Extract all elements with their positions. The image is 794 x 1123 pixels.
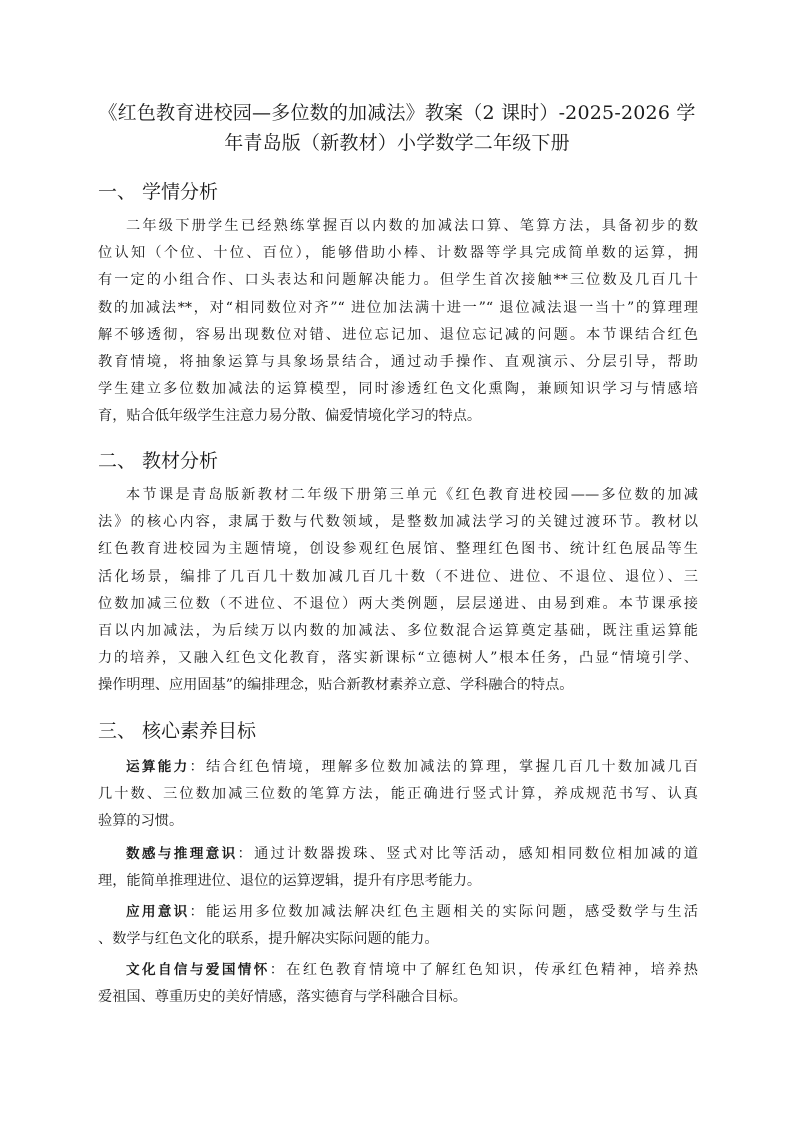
paragraph-line: 活化场景，编排了几百几十数加减几百几十数（不进位、进位、不退位、退位）、三 xyxy=(98,568,698,585)
paragraph-line: 位数加减三位数（不进位、不退位）两大类例题，层层递进、由易到难。本节课承接 xyxy=(98,595,698,612)
paragraph-line: 本节课是青岛版新教材二年级下册第三单元《红色教育进校园——多位数的加减 xyxy=(126,487,698,503)
goal-term: 应用意识 xyxy=(126,904,190,920)
paragraph-line: 应用意识：能运用多位数加减法解决红色主题相关的实际问题，感受数学与生活 xyxy=(126,904,698,920)
paragraph-line: 文化自信与爱国情怀：在红色教育情境中了解红色知识，传承红色精神，培养热 xyxy=(126,962,698,978)
paragraph-line: 验算的习惯。 xyxy=(98,813,184,830)
goal-number-sense-reasoning xyxy=(98,841,698,895)
goal-cultural-confidence xyxy=(98,957,698,1011)
paragraph-line: 二年级下册学生已经熟练掌握百以内数的加减法口算、笔算方法，具备初步的数 xyxy=(126,218,698,234)
paragraph-line: 有一定的小组合作、口头表达和问题解决能力。但学生首次接触**三位数及几百几十 xyxy=(98,272,698,289)
paragraph-line: 理，能简单推理进位、退位的运算逻辑，提升有序思考能力。 xyxy=(98,873,482,890)
paragraph-line: 教育情境，将抽象运算与具象场景结合，通过动手操作、直观演示、分层引导，帮助 xyxy=(98,353,698,370)
learning-analysis-paragraph xyxy=(98,213,698,431)
title-line-2: 年青岛版（新教材）小学数学二年级下册 xyxy=(224,132,570,154)
paragraph-line: 爱祖国、尊重历史的美好情感，落实德育与学科融合目标。 xyxy=(98,989,467,1006)
paragraph-line: 几十数、三位数加减三位数的笔算方法，能正确进行竖式计算，养成规范书写、认真 xyxy=(98,786,698,803)
title-line-1: 《红色教育进校园—多位数的加减法》教案（2 课时）-2025-2026 学 xyxy=(98,102,696,124)
paragraph-line: 位认知（个位、十位、百位），能够借助小棒、计数器等学具完成简单数的运算，拥 xyxy=(98,245,698,262)
paragraph-line: 百以内加减法，为后续万以内数的加减法、多位数混合运算奠定基础，既注重运算能 xyxy=(98,622,698,639)
section-heading-textbook-analysis: 二、 教材分析 xyxy=(98,450,219,472)
goal-computation-ability xyxy=(98,754,698,836)
paragraph-line: 法》的核心内容，隶属于数与代数领域，是整数加减法学习的关键过渡环节。教材以 xyxy=(98,514,698,531)
section-heading-learning-analysis: 一、 学情分析 xyxy=(98,181,219,203)
paragraph-line: 数感与推理意识：通过计数器拨珠、竖式对比等活动，感知相同数位相加减的道 xyxy=(126,846,698,862)
section-heading-core-literacy-goals: 三、 核心素养目标 xyxy=(98,720,257,742)
goal-term: 文化自信与爱国情怀 xyxy=(126,962,270,978)
paragraph-line: 解不够透彻，容易出现数位对错、进位忘记加、退位忘记减的问题。本节课结合红色 xyxy=(98,326,698,343)
paragraph-line: 力的培养，又融入红色文化教育，落实新课标“立德树人”根本任务，凸显“情境引学、 xyxy=(98,650,698,667)
paragraph-line: 操作明理、应用固基”的编排理念，贴合新教材素养立意、学科融合的特点。 xyxy=(98,677,574,694)
paragraph-line: 学生建立多位数加减法的运算模型，同时渗透红色文化熏陶，兼顾知识学习与情感培 xyxy=(98,381,698,398)
paragraph-line: 育，贴合低年级学生注意力易分散、偏爱情境化学习的特点。 xyxy=(98,408,482,425)
paragraph-line: 红色教育进校园为主题情境，创设参观红色展馆、整理红色图书、统计红色展品等生 xyxy=(98,541,698,558)
goal-term: 运算能力 xyxy=(126,759,190,775)
goal-term: 数感与推理意识 xyxy=(126,846,238,862)
paragraph-line: 运算能力：结合红色情境，理解多位数加减法的算理，掌握几百几十数加减几百 xyxy=(126,759,698,775)
textbook-analysis-paragraph xyxy=(98,482,698,700)
paragraph-line: 、数学与红色文化的联系，提升解决实际问题的能力。 xyxy=(98,931,439,948)
goal-application-awareness xyxy=(98,899,698,953)
paragraph-line: 数的加减法**，对“相同数位对齐”“ 进位加法满十进一”“ 退位减法退一当十”的算理理 xyxy=(98,299,698,316)
document-title xyxy=(90,98,704,158)
